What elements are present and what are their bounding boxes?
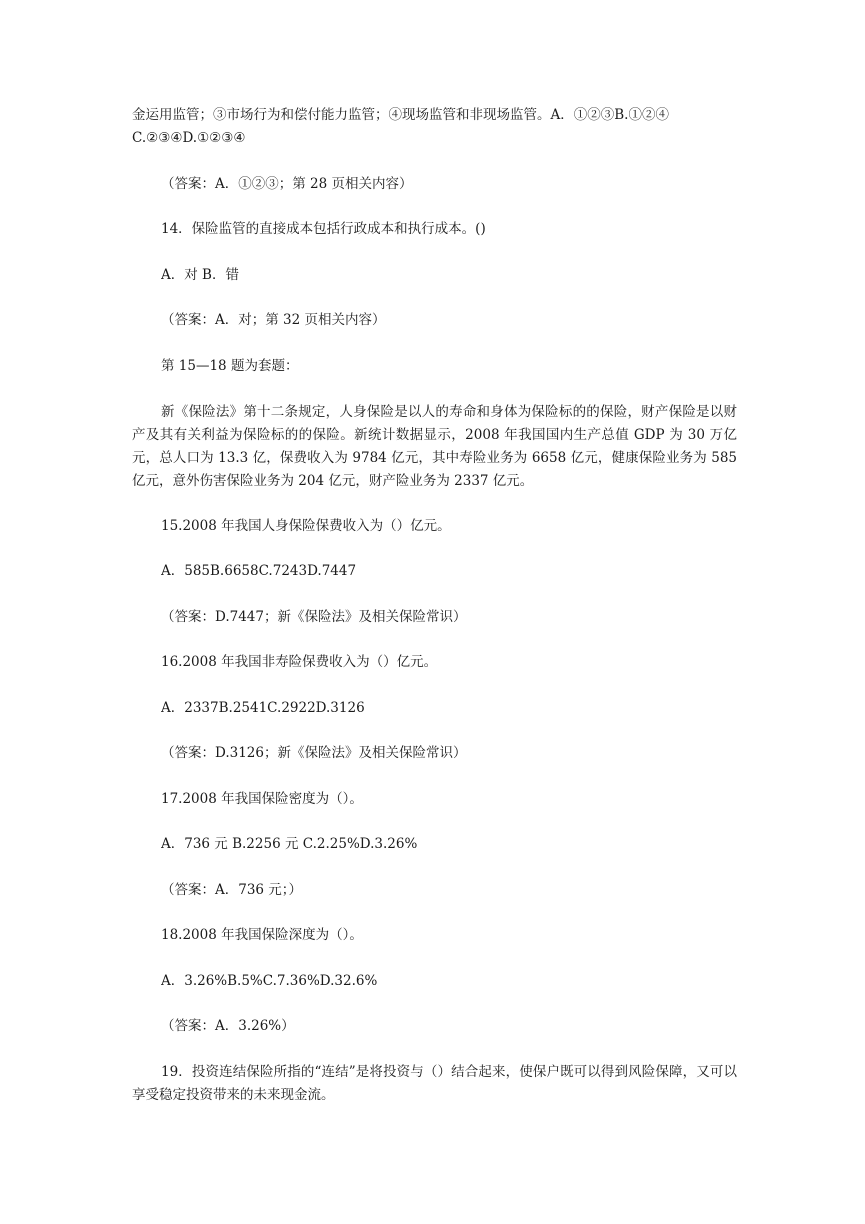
question-15-options: A．585B.6658C.7243D.7447 [161, 563, 357, 579]
question-14-answer: （答案：A．对；第 32 页相关内容） [161, 312, 386, 328]
question-13-options-line-2: C.②③④D.①②③④ [132, 130, 246, 146]
question-15-answer: （答案：D.7447；新《保险法》及相关保险常识） [161, 609, 467, 625]
question-set-heading: 第 15—18 题为套题： [161, 358, 299, 374]
question-set-context-paragraph: 新《保险法》第十二条规定，人身保险是以人的寿命和身体为保险标的的保险，财产保险是以财产及其有关利益为保险标的的保险。新统计数据显示，2008 年我国国内生产总值 GDP 为 30 万亿元，总人口为 13.3 亿，保费收入为 9784 亿元，其中寿险业务为 6658 亿元，健康保险业务为 585 亿元，意外伤害保险业务为 204 亿元，财产险业务为 2337 亿元。 [132, 404, 737, 489]
question-17: 17.2008 年我国保险密度为（）。 [161, 791, 363, 807]
question-14-options: A．对 B．错 [161, 267, 239, 283]
question-16: 16.2008 年我国非寿险保费收入为（）亿元。 [161, 654, 438, 670]
question-18-answer: （答案：A．3.26%） [161, 1018, 295, 1034]
question-15: 15.2008 年我国人身保险保费收入为（）亿元。 [161, 518, 451, 534]
question-16-options: A．2337B.2541C.2922D.3126 [161, 700, 365, 716]
question-18: 18.2008 年我国保险深度为（）。 [161, 927, 363, 943]
question-17-options: A．736 元 B.2256 元 C.2.25%D.3.26% [161, 836, 418, 852]
question-17-answer: （答案：A．736 元；） [161, 882, 303, 898]
question-13-options-line-1: 金运用监管；③市场行为和偿付能力监管；④现场监管和非现场监管。A．①②③B.①②④ [132, 107, 669, 123]
question-19: 19．投资连结保险所指的“连结”是将投资与（）结合起来，使保户既可以得到风险保障，又可以享受稳定投资带来的未来现金流。 [132, 1064, 737, 1103]
question-16-answer: （答案：D.3126；新《保险法》及相关保险常识） [161, 745, 467, 761]
question-14: 14．保险监管的直接成本包括行政成本和执行成本。() [161, 221, 486, 237]
question-18-options: A．3.26%B.5%C.7.36%D.32.6% [161, 973, 378, 989]
question-13-answer: （答案：A．①②③；第 28 页相关内容） [161, 176, 413, 192]
